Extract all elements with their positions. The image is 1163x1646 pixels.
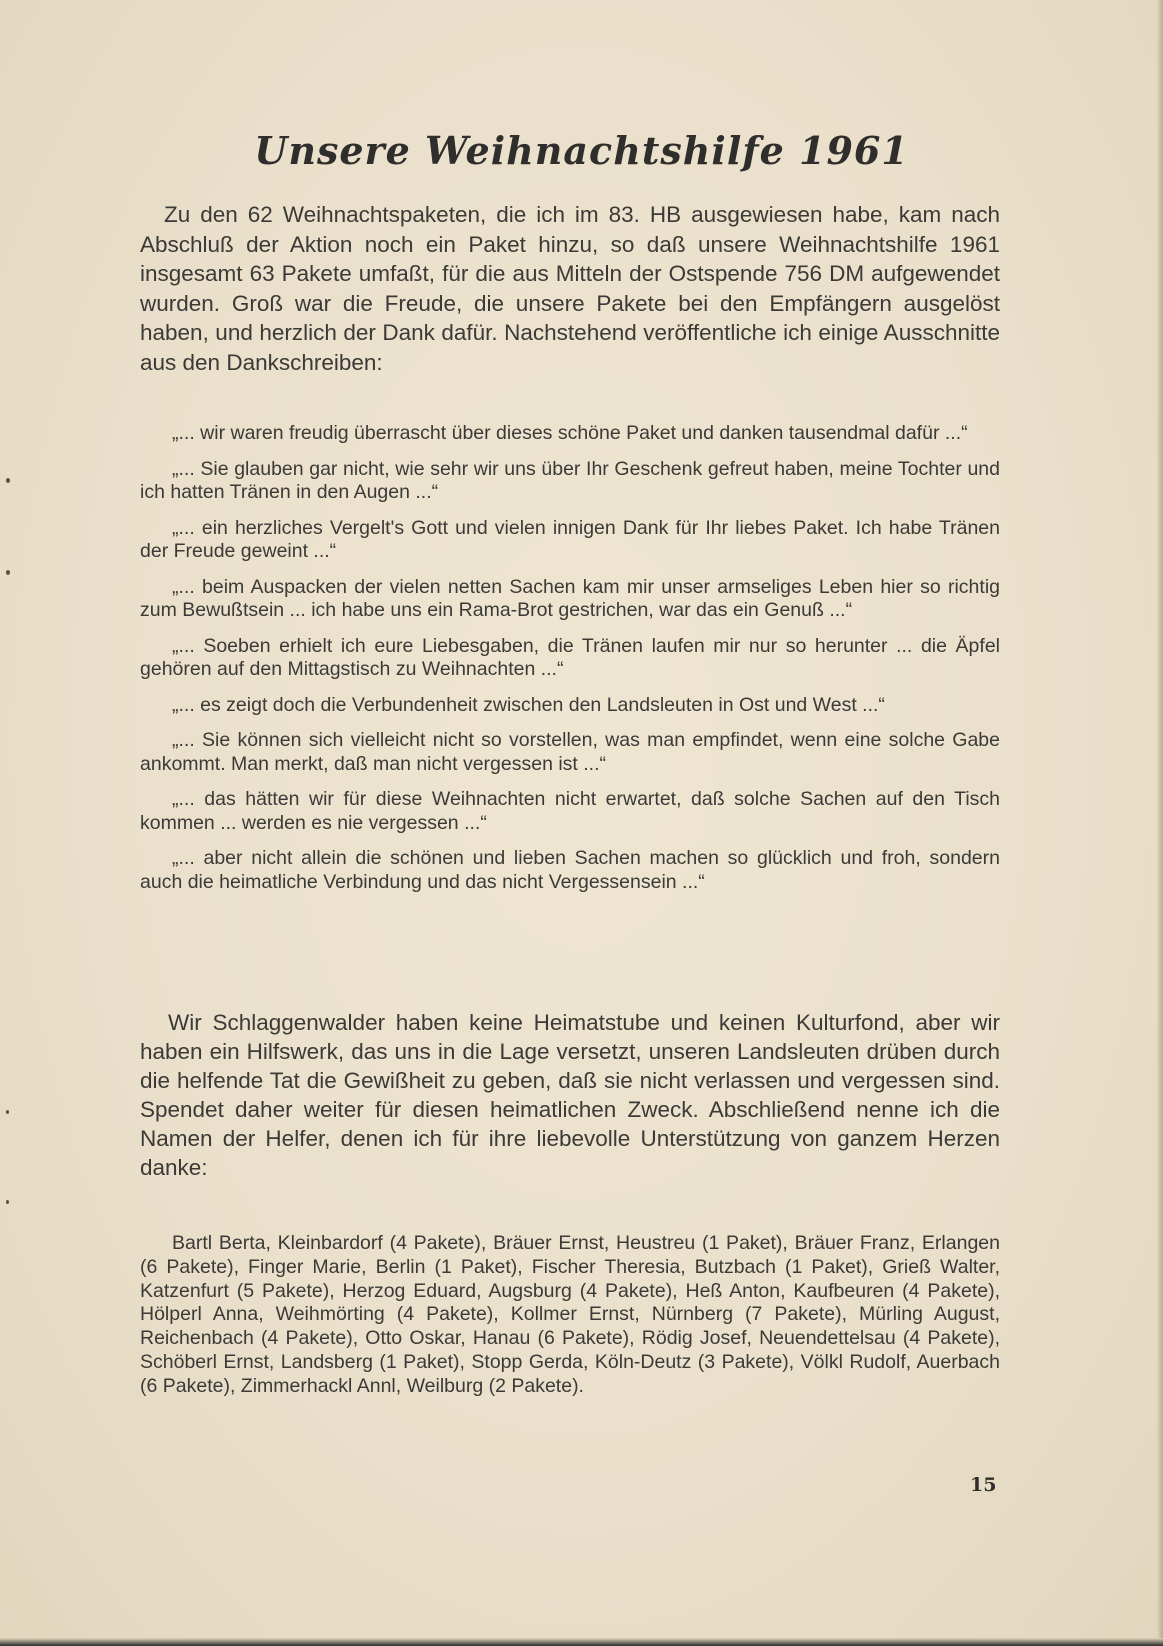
paper-speck <box>6 1200 9 1204</box>
quote-item: „... aber nicht allein die schönen und lieben Sachen machen so glücklich und froh, sondern auch die heimatliche Verbindung und das nicht Vergessensein ...“ <box>140 847 1000 893</box>
page-bottom-edge <box>0 1638 1163 1646</box>
quotes-list <box>140 422 1000 906</box>
page-number: 15 <box>970 1474 997 1496</box>
paper-speck <box>6 478 10 483</box>
quote-item: „... beim Auspacken der vielen netten Sachen kam mir unser armseliges Leben hier so richtig zum Bewußtsein ... ich habe uns ein Rama-Brot gestrichen, war das ein Genuß ...“ <box>140 575 1000 621</box>
quote-item: „... Soeben erhielt ich eure Liebesgaben, die Tränen laufen mir nur so herunter ... die Äpfel gehören auf den Mittagstisch zu Weihnachten ...“ <box>140 634 1000 680</box>
helpers-paragraph: Bartl Berta, Kleinbardorf (4 Pakete), Bräuer Ernst, Heustreu (1 Paket), Bräuer Franz, Erlangen (6 Pakete), Finger Marie, Berlin (1 Paket), Fischer Theresia, Butzbach (1 Paket), Grieß Walter, Katzenfurt (5 Pakete), Herzog Eduard, Augsburg (4 Pakete), Heß Anton, Kaufbeuren (4 Pakete), Hölperl Anna, Weihmörting (4 Pakete), Kollmer Ernst, Nürnberg (7 Pakete), Mürling August, Reichenbach (4 Pakete), Otto Oskar, Hanau (6 Pakete), Rödig Josef, Neuendettelsau (4 Pakete), Schöberl Ernst, Landsberg (1 Paket), Stopp Gerda, Köln-Deutz (3 Pakete), Völkl Rudolf, Auerbach (6 Pakete), Zimmerhackl Annl, Weilburg (2 Pakete). <box>140 1232 1000 1397</box>
page-edge <box>1157 0 1163 1646</box>
intro-paragraph: Zu den 62 Weihnachtspaketen, die ich im 83. HB ausgewiesen habe, kam nach Abschluß der Aktion noch ein Paket hinzu, so daß unsere Weihnachtshilfe 1961 insgesamt 63 Pakete umfaßt, für die aus Mitteln der Ostspende 756 DM aufgewendet wurden. Groß war die Freude, die unsere Pakete bei den Empfängern ausgelöst haben, und herzlich der Dank dafür. Nachstehend veröffentliche ich einige Ausschnitte aus den Dankschreiben: <box>140 202 1000 375</box>
quote-item: „... es zeigt doch die Verbundenheit zwischen den Landsleuten in Ost und West ...“ <box>172 693 885 716</box>
paper-speck <box>6 1110 9 1114</box>
appeal-paragraph: Wir Schlaggenwalder haben keine Heimatstube und keinen Kulturfond, aber wir haben ein Hilfswerk, das uns in die Lage versetzt, unseren Landsleuten drüben durch die helfende Tat die Gewißheit zu geben, daß sie nicht verlassen und vergessen sind. Spendet daher weiter für diesen heimatlichen Zweck. Abschließend nenne ich die Namen der Helfer, denen ich für ihre liebevolle Unterstützung von ganzem Herzen danke: <box>140 1010 1000 1180</box>
quote-item: „... Sie können sich vielleicht nicht so vorstellen, was man empfindet, wenn eine solche Gabe ankommt. Man merkt, daß man nicht vergessen ist ...“ <box>140 729 1000 775</box>
quote-item: „... das hätten wir für diese Weihnachten nicht erwartet, daß solche Sachen auf den Tisch kommen ... werden es nie vergessen ...“ <box>140 788 1000 834</box>
quote-item: „... ein herzliches Vergelt's Gott und vielen innigen Dank für Ihr liebes Paket. Ich habe Tränen der Freude geweint ...“ <box>140 516 1000 562</box>
paper-speck <box>6 570 10 575</box>
quote-item: „... wir waren freudig überrascht über dieses schöne Paket und danken tausendmal dafür ...“ <box>172 422 968 444</box>
page-title: Unsere Weihnachtshilfe 1961 <box>254 128 909 173</box>
quote-item: „... Sie glauben gar nicht, wie sehr wir uns über Ihr Geschenk gefreut haben, meine Tochter und ich hatten Tränen in den Augen ...“ <box>140 457 1000 503</box>
